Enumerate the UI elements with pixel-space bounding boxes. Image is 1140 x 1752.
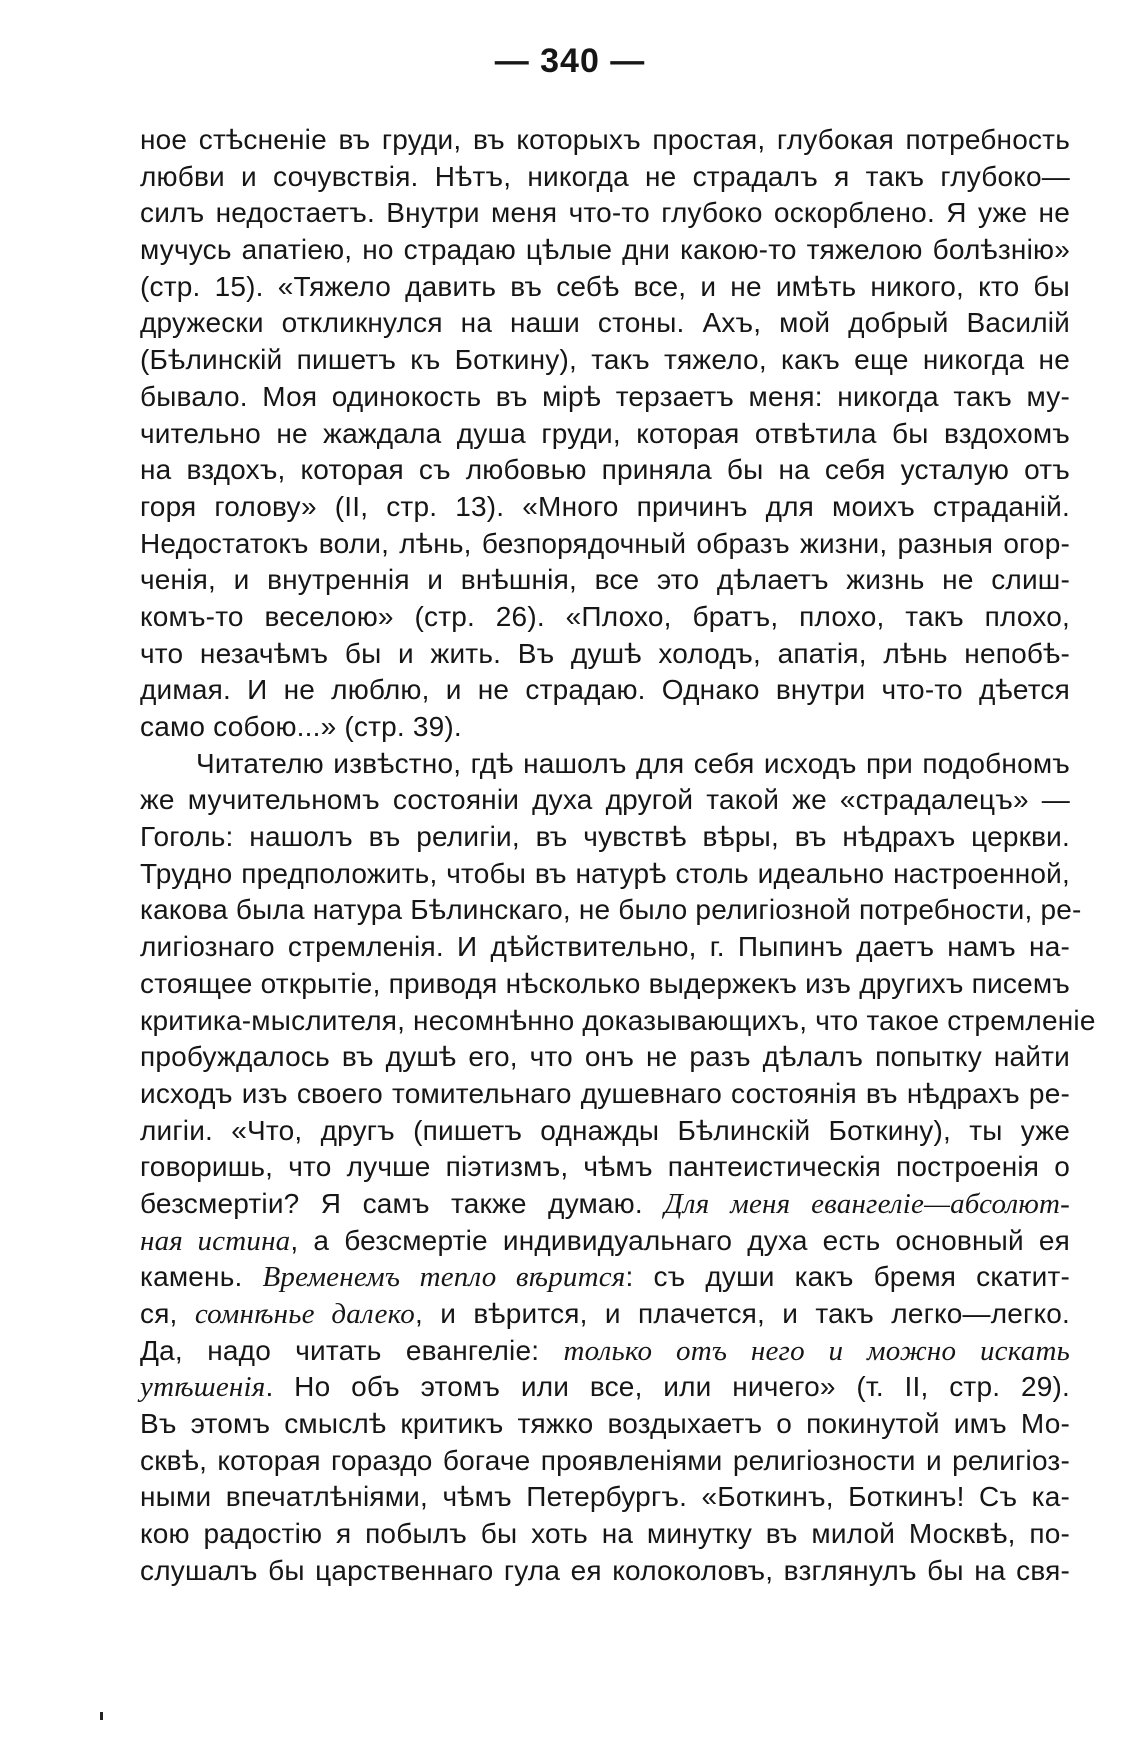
text-line: ными впечатлѣніями, чѣмъ Петербургъ. «Боткинъ, Боткинъ! Съ ка- <box>140 1481 1070 1513</box>
text-line: Гоголь: нашолъ въ религіи, въ чувствѣ вѣры, въ нѣдрахъ церкви. <box>140 821 1070 853</box>
italic-segment: Временемъ тепло вѣрится <box>262 1261 626 1294</box>
text-line: (Бѣлинскій пишетъ къ Боткину), такъ тяжело, какъ еще никогда не <box>140 344 1070 376</box>
text-line: какова была натура Бѣлинскаго, не было религіозной потребности, ре- <box>140 894 1082 926</box>
text-line: мучусь апатіею, но страдаю цѣлые дни какою-то тяжелою болѣзнію» <box>140 234 1070 266</box>
text-segment: Да, надо читать евангеліе: <box>140 1334 564 1366</box>
text-line: Читателю извѣстно, гдѣ нашолъ для себя исходъ при подобномъ <box>196 747 1070 779</box>
text-line: любви и сочувствія. Нѣтъ, никогда не страдалъ я такъ глубоко— <box>140 160 1070 192</box>
text-line: говоришь, что лучше піэтизмъ, чѣмъ пантеистическія построенія о <box>140 1151 1070 1183</box>
text-line: комъ-то веселою» (стр. 26). «Плохо, братъ, плохо, такъ плохо, <box>140 600 1070 632</box>
text-segment: , и вѣрится, и плачется, и такъ легко—легко. <box>414 1298 1070 1329</box>
italic-segment: сомнѣнье далеко <box>194 1298 415 1330</box>
text-line-mixed <box>140 1333 1070 1370</box>
text-line: само собою...» (стр. 39). <box>140 711 462 742</box>
text-line-mixed <box>140 1296 1070 1333</box>
text-line: ченія, и внутреннія и внѣшнія, все это дѣлаетъ жизнь не слиш- <box>140 564 1070 596</box>
italic-segment: ная истина <box>140 1224 291 1257</box>
text-line-mixed <box>140 1186 1070 1223</box>
text-segment: : съ души какъ бремя скатит- <box>625 1261 1070 1293</box>
text-line: лигіи. «Что, другъ (пишетъ однажды Бѣлинскій Боткину), ты уже <box>140 1114 1070 1146</box>
text-line: (стр. 15). «Тяжело давить въ себѣ все, и не имѣть никого, кто бы <box>140 270 1070 302</box>
text-line-mixed <box>140 1369 1070 1406</box>
italic-segment: Для меня евангеліе—абсолют- <box>664 1187 1070 1220</box>
text-line: ное стѣсненіе въ груди, въ которыхъ простая, глубокая потребность <box>140 124 1070 155</box>
text-line: Въ этомъ смыслѣ критикъ тяжко воздыхаетъ о покинутой имъ Мо- <box>140 1408 1070 1440</box>
paragraph-2 <box>140 746 1096 1590</box>
text-line: на вздохъ, которая съ любовью приняла бы на себя усталую отъ <box>140 454 1070 486</box>
text-line: слушалъ бы царственнаго гула ея колоколовъ, взглянулъ бы на свя- <box>140 1554 1070 1586</box>
text-line: пробуждалось въ душѣ его, что онъ не разъ дѣлалъ попытку найти <box>140 1041 1070 1073</box>
text-line: исходъ изъ своего томительнаго душевнаго состоянія въ нѣдрахъ ре- <box>140 1077 1070 1109</box>
page-number: — 340 — <box>494 42 646 80</box>
text-line: Недостатокъ воли, лѣнь, безпорядочный образъ жизни, разныя огор- <box>140 527 1070 559</box>
text-line: кою радостію я побылъ бы хоть на минутку въ милой Москвѣ, по- <box>140 1518 1070 1550</box>
text-line: критика-мыслителя, несомнѣнно доказывающихъ, что такое стремленіе <box>140 1004 1096 1036</box>
text-line: бывало. Моя одинокость въ мірѣ терзаетъ меня: никогда такъ му- <box>140 380 1070 412</box>
text-line: же мучительномъ состояніи духа другой такой же «страдалецъ» — <box>140 784 1070 816</box>
text-line: димая. И не люблю, и не страдаю. Однако внутри что-то дѣется <box>140 674 1070 706</box>
page-text <box>140 122 1096 1590</box>
text-line: лигіознаго стремленія. И дѣйствительно, г. Пыпинъ даетъ намъ на- <box>140 931 1070 963</box>
text-line: чительно не жаждала душа груди, которая отвѣтила бы вздохомъ <box>140 417 1070 449</box>
ink-speck <box>100 1712 103 1720</box>
text-line: горя голову» (II, стр. 13). «Много причинъ для моихъ страданій. <box>140 490 1070 522</box>
text-line: Трудно предположить, чтобы въ натурѣ столь идеально настроенной, <box>140 857 1070 889</box>
text-line: стоящее открытіе, приводя нѣсколько выдержекъ изъ другихъ писемъ <box>140 967 1070 999</box>
italic-segment: только отъ него и можно искать <box>563 1334 1070 1367</box>
text-line-mixed <box>140 1259 1070 1296</box>
paragraph-1 <box>140 122 1070 746</box>
text-segment: камень. <box>140 1261 263 1293</box>
text-line: силъ недостаетъ. Внутри меня что-то глубоко оскорблено. Я уже не <box>140 197 1070 229</box>
text-segment: ся, <box>140 1298 195 1329</box>
text-line: сквѣ, которая гораздо богаче проявленіями религіозности и религіоз- <box>140 1444 1070 1476</box>
text-line: что незачѣмъ бы и жить. Въ душѣ холодъ, апатія, лѣнь непобѣ- <box>140 637 1070 669</box>
text-segment: . Но объ этомъ или все, или ничего» (т. II, стр. 29). <box>265 1371 1070 1403</box>
text-line: дружески откликнулся на наши стоны. Ахъ, мой добрый Василій <box>140 307 1070 339</box>
italic-segment: утѣшенія <box>140 1371 266 1404</box>
text-segment: безсмертіи? Я самъ также думаю. <box>140 1187 643 1219</box>
text-line-mixed <box>140 1223 1070 1260</box>
text-segment: , а безсмертіе индивидуальнаго духа есть основный ея <box>290 1224 1070 1256</box>
